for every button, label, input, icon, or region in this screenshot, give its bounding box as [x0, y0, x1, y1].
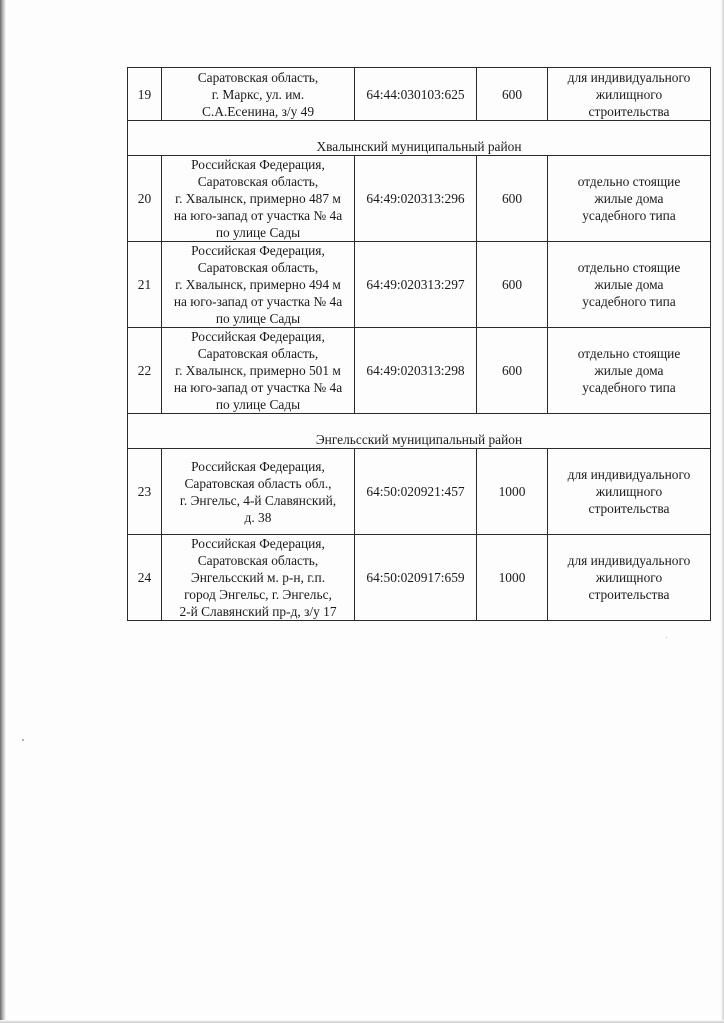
use-line: строительства	[588, 501, 670, 516]
use-line: для индивидуального	[567, 467, 691, 482]
plot-area: 600	[477, 68, 548, 121]
plot-area: 1000	[477, 535, 548, 621]
cadastral-number: 64:49:020313:297	[355, 242, 477, 328]
cadastral-number: 64:44:030103:625	[355, 68, 477, 121]
address-line: Российская Федерация,	[191, 458, 325, 474]
use-line: жилые дома	[594, 277, 664, 292]
permitted-use	[548, 535, 711, 621]
address-line: г. Хвалынск, примерно 494 м	[175, 277, 341, 292]
address-line: город Энгельс, г. Энгельс,	[184, 587, 332, 602]
section-header-row	[128, 431, 711, 449]
use-line: усадебного типа	[582, 380, 676, 395]
address-line: Российская Федерация,	[191, 157, 325, 172]
table-row	[128, 242, 711, 328]
row-number: 23	[128, 449, 162, 535]
plot-address	[162, 328, 355, 414]
use-line: для индивидуального	[567, 553, 691, 568]
row-number: 22	[128, 328, 162, 414]
use-line: жилищного	[595, 86, 663, 102]
address-line: по улице Сады	[215, 311, 301, 326]
plot-address	[162, 68, 355, 121]
address-line: Саратовская область обл.,	[184, 475, 332, 491]
address-line: Российская Федерация,	[191, 536, 325, 551]
address-line: на юго-запад от участка № 4а	[173, 380, 343, 395]
address-line: Энгельсский м. р-н, г.п.	[190, 570, 326, 585]
plot-address	[162, 242, 355, 328]
use-line: строительства	[588, 103, 670, 119]
table-row	[128, 449, 711, 535]
district-title: Хвалынский муниципальный район	[128, 138, 711, 156]
use-line: для индивидуального	[567, 69, 691, 85]
use-line: строительства	[588, 587, 670, 602]
address-line: г. Хвалынск, примерно 487 м	[175, 191, 341, 206]
table-row	[128, 328, 711, 414]
use-line: отдельно стоящие	[577, 346, 681, 361]
use-line: жилищного	[595, 484, 663, 499]
address-line: Саратовская область,	[197, 346, 319, 361]
address-line: Российская Федерация,	[191, 243, 325, 258]
table-row	[128, 68, 711, 121]
plot-address	[162, 535, 355, 621]
plot-area: 1000	[477, 449, 548, 535]
plot-address	[162, 449, 355, 535]
address-line: по улице Сады	[215, 225, 301, 240]
cadastral-number: 64:50:020921:457	[355, 449, 477, 535]
row-number: 24	[128, 535, 162, 621]
use-line: отдельно стоящие	[577, 174, 681, 189]
section-spacer-cell	[128, 121, 711, 138]
use-line: усадебного типа	[582, 294, 676, 309]
address-line: г. Хвалынск, примерно 501 м	[175, 363, 341, 378]
section-spacer	[128, 121, 711, 138]
use-line: отдельно стоящие	[577, 260, 681, 275]
permitted-use	[548, 242, 711, 328]
section-header-row	[128, 138, 711, 156]
plot-area: 600	[477, 328, 548, 414]
plot-area: 600	[477, 242, 548, 328]
scan-speck	[22, 739, 24, 741]
address-line: Саратовская область,	[197, 260, 319, 275]
section-spacer	[128, 414, 711, 431]
address-line: на юго-запад от участка № 4а	[173, 294, 343, 309]
address-line: на юго-запад от участка № 4а	[173, 208, 343, 223]
address-line: Саратовская область,	[197, 553, 319, 568]
permitted-use	[548, 328, 711, 414]
row-number: 21	[128, 242, 162, 328]
cadastral-number: 64:49:020313:298	[355, 328, 477, 414]
cadastral-number: 64:49:020313:296	[355, 156, 477, 242]
plot-area: 600	[477, 156, 548, 242]
address-line: по улице Сады	[215, 397, 301, 412]
address-line: 2-й Славянский пр-д, з/у 17	[179, 604, 337, 619]
permitted-use	[548, 156, 711, 242]
address-line: д. 38	[244, 509, 272, 525]
cadastral-number: 64:50:020917:659	[355, 535, 477, 621]
district-title: Энгельсский муниципальный район	[128, 431, 711, 449]
table-row	[128, 535, 711, 621]
permitted-use	[548, 449, 711, 535]
table-row	[128, 156, 711, 242]
section-spacer-cell	[128, 414, 711, 431]
scan-left-edge-shadow	[0, 0, 6, 1023]
land-plots-table	[127, 67, 711, 621]
row-number: 20	[128, 156, 162, 242]
address-line: С.А.Есенина, з/у 49	[201, 103, 315, 119]
use-line: жилищного	[595, 570, 663, 585]
scan-speck	[666, 637, 667, 638]
address-line: Российская Федерация,	[191, 329, 325, 344]
row-number: 19	[128, 68, 162, 121]
use-line: жилые дома	[594, 363, 664, 378]
permitted-use	[548, 68, 711, 121]
use-line: усадебного типа	[582, 208, 676, 223]
use-line: жилые дома	[594, 191, 664, 206]
address-line: Саратовская область,	[197, 69, 319, 85]
address-line: г. Энгельс, 4-й Славянский,	[179, 492, 337, 508]
address-line: г. Маркс, ул. им.	[211, 86, 305, 102]
address-line: Саратовская область,	[197, 174, 319, 189]
plot-address	[162, 156, 355, 242]
